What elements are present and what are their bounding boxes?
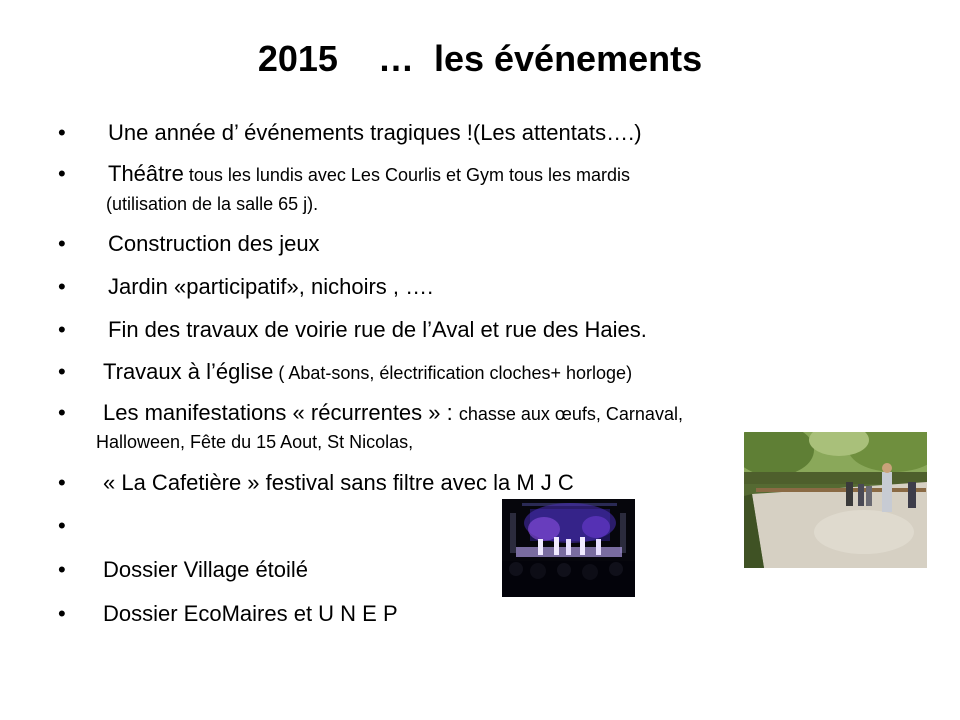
bullet-text-detail: ( Abat-sons, électrification cloches+ horloge) bbox=[273, 363, 633, 383]
bullet-text-main: Une année d’ événements tragiques !(Les attentats….) bbox=[108, 120, 642, 145]
bullet-text bbox=[108, 273, 433, 304]
bullet-text-main: Construction des jeux bbox=[108, 231, 320, 256]
bullet-icon: • bbox=[58, 557, 66, 582]
bullet-icon: • bbox=[58, 317, 66, 342]
bullet-text-main: Travaux à l’église bbox=[103, 359, 274, 384]
concert-stage-photo bbox=[502, 499, 635, 597]
concert-stage-illustration bbox=[502, 499, 635, 597]
bullet-text bbox=[103, 469, 574, 500]
bullet-text bbox=[103, 399, 683, 430]
bullet-icon: • bbox=[58, 274, 66, 299]
bullet-icon: • bbox=[58, 359, 66, 384]
bullet-icon: • bbox=[58, 120, 66, 145]
bullet-text bbox=[103, 556, 308, 587]
bullet-text-main: Fin des travaux de voirie rue de l’Aval et rue des Haies. bbox=[108, 317, 647, 342]
bullet-icon: • bbox=[58, 470, 66, 495]
bullet-text bbox=[108, 119, 642, 150]
bullet-text-continuation: Halloween, Fête du 15 Aout, St Nicolas, bbox=[96, 432, 414, 452]
bullet-icon: • bbox=[58, 231, 66, 256]
bullet-text-main: Les manifestations « récurrentes » : bbox=[103, 400, 459, 425]
bullet-text-main: Dossier Village étoilé bbox=[103, 557, 309, 582]
bullet-text bbox=[108, 230, 320, 261]
bullet-icon: • bbox=[58, 400, 66, 425]
bullet-text-main: Théâtre bbox=[108, 161, 184, 186]
bullet-icon: • bbox=[58, 161, 66, 186]
bullet-text bbox=[103, 358, 632, 389]
bullet-icon: • bbox=[58, 601, 66, 626]
bullet-text-main: Jardin «participatif», nichoirs , …. bbox=[108, 274, 434, 299]
bullet-text-detail: tous les lundis avec Les Courlis et Gym tous les mardis bbox=[183, 165, 631, 185]
bullet-text-main: Dossier EcoMaires et U N E P bbox=[103, 601, 398, 626]
bullet-text bbox=[108, 160, 630, 191]
bullet-text-detail: chasse aux œufs, Carnaval, bbox=[458, 404, 683, 424]
slide-title: 2015 … les événements bbox=[257, 38, 703, 79]
bullet-text-main: « La Cafetière » festival sans filtre avec la M J C bbox=[103, 470, 574, 495]
bullet-text bbox=[108, 316, 647, 347]
bullet-text-continuation: (utilisation de la salle 65 j). bbox=[106, 194, 319, 214]
petanque-court-illustration bbox=[744, 432, 927, 568]
bullet-text bbox=[103, 600, 398, 631]
petanque-court-photo bbox=[744, 432, 927, 568]
bullet-icon: • bbox=[58, 513, 66, 538]
